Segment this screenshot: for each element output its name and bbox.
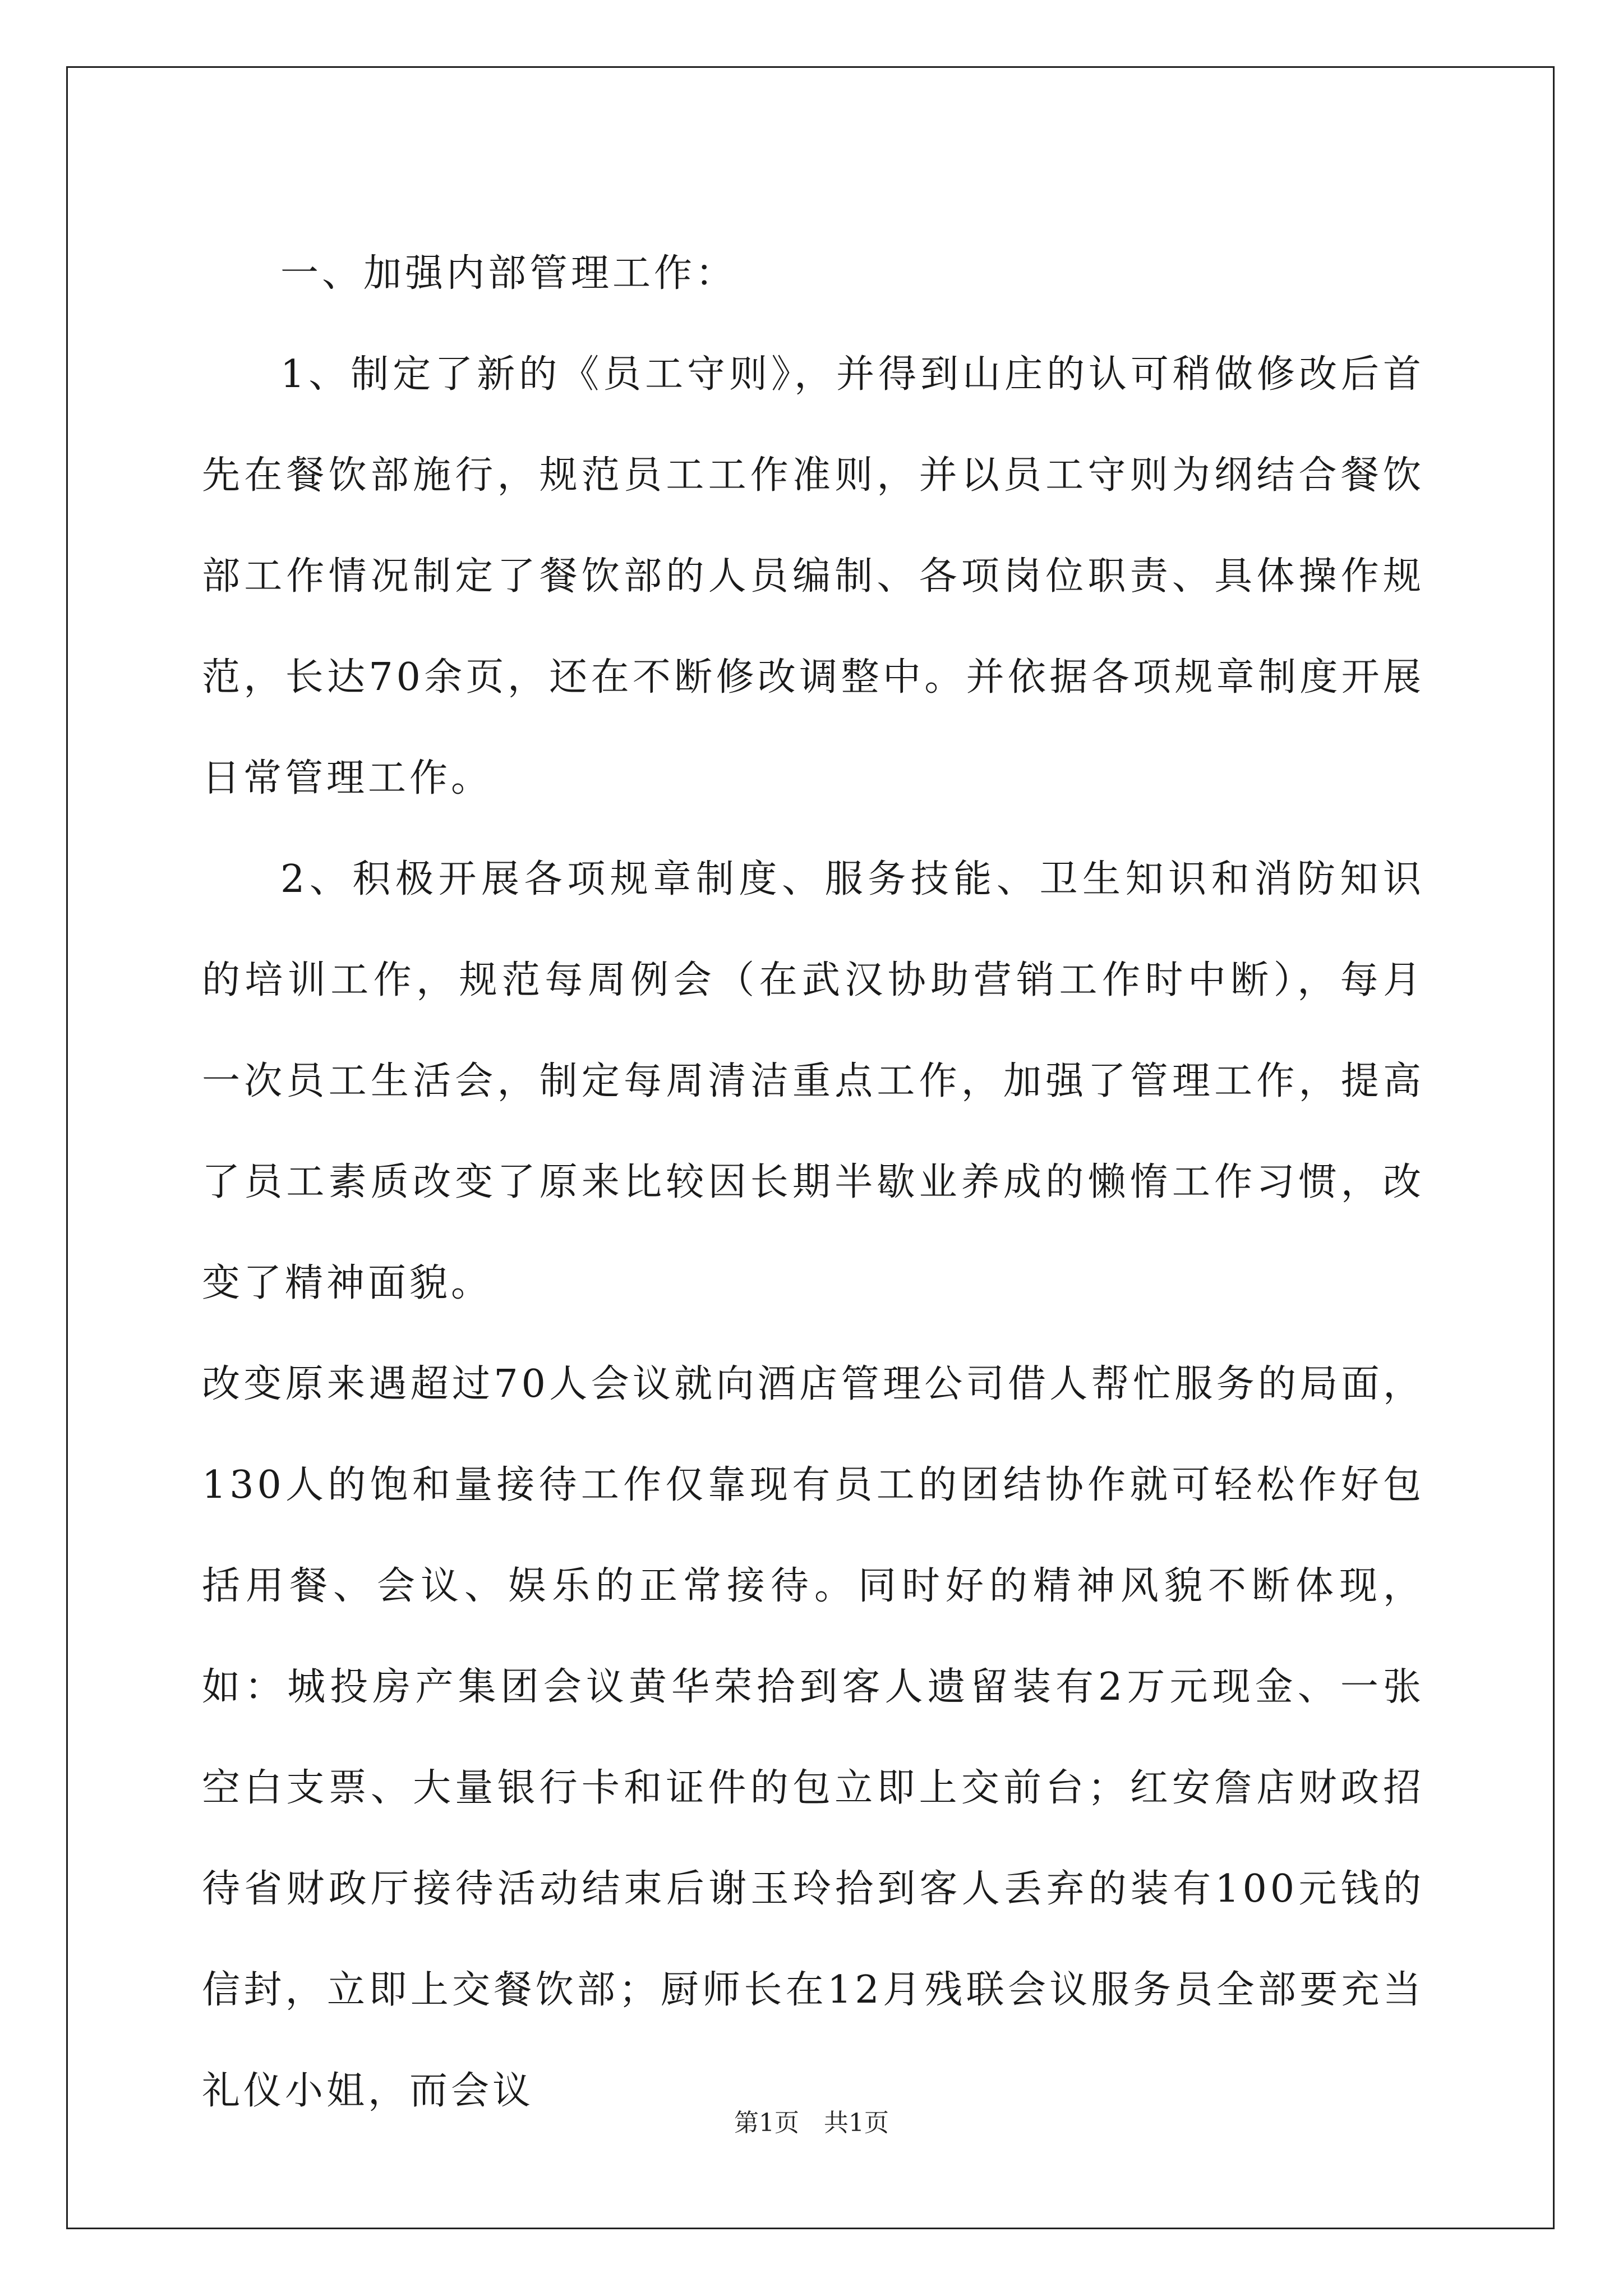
document-body <box>202 223 1424 2142</box>
paragraph-1: 1、制定了新的《员工守则》，并得到山庄的认可稍做修改后首先在餐饮部施行，规范员工工作准则，并以员工守则为纲结合餐饮部工作情况制定了餐饮部的人员编制、各项岗位职责、具体操作规范，长达70余页，还在不断修改调整中。并依据各项规章制度开展日常管理工作。 <box>202 352 1424 800</box>
section-heading: 一、加强内部管理工作： <box>280 251 737 296</box>
paragraph-2: 2、积极开展各项规章制度、服务技能、卫生知识和消防知识的培训工作，规范每周例会（在武汉协助营销工作时中断），每月一次员工生活会，制定每周清洁重点工作，加强了管理工作，提高了员工素质改变了原来比较因长期半歇业养成的懒惰工作习惯，改变了精神面貌。 <box>202 857 1424 1305</box>
page-footer: 第1页 共1页 <box>734 2109 889 2137</box>
paragraph-3: 改变原来遇超过70人会议就向酒店管理公司借人帮忙服务的局面，130人的饱和量接待工作仅靠现有员工的团结协作就可轻松作好包括用餐、会议、娱乐的正常接待。同时好的精神风貌不断体现，如：城投房产集团会议黄华荣拾到客人遗留装有2万元现金、一张空白支票、大量银行卡和证件的包立即上交前台；红安詹店财政招待省财政厅接待活动结束后谢玉玲拾到客人丢弃的装有100元钱的信封，立即上交餐饮部；厨师长在12月残联会议服务员全部要充当礼仪小姐，而会议 <box>202 1362 1424 2113</box>
